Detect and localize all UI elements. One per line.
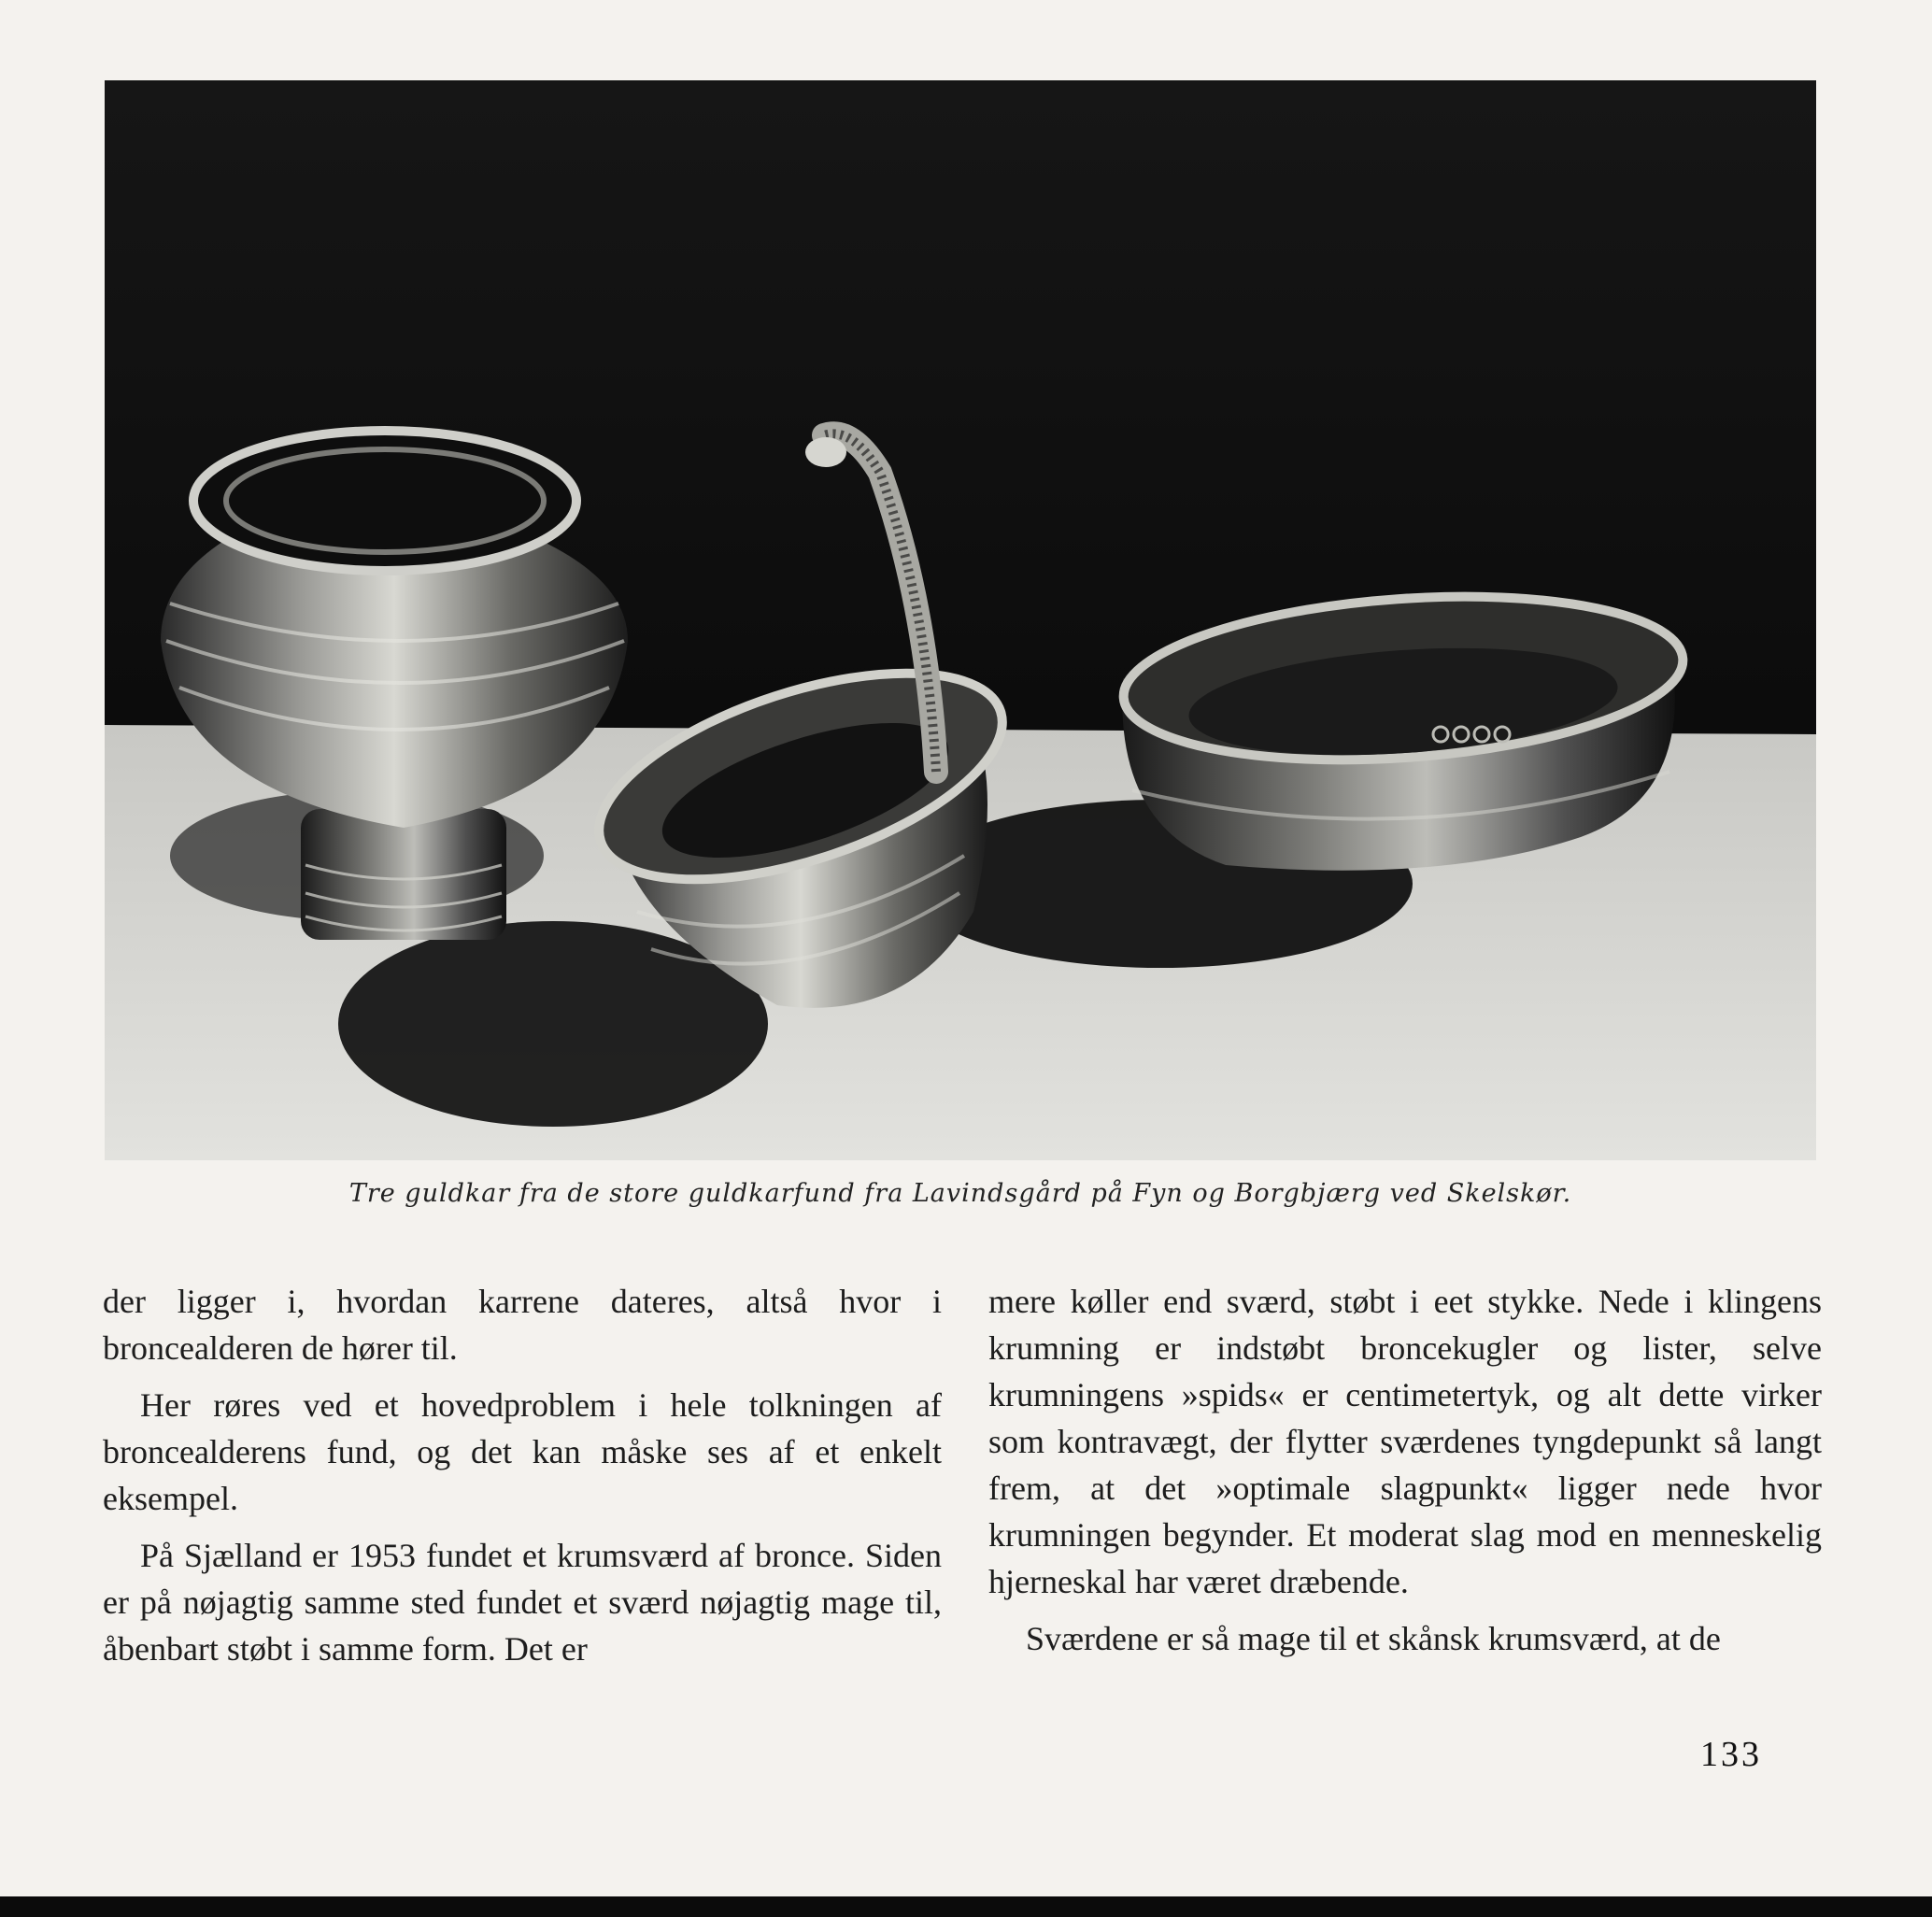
right-text-column — [988, 1278, 1822, 1662]
scan-bottom-edge — [0, 1896, 1932, 1917]
paragraph: mere køller end sværd, støbt i eet stykke. Nede i klingens krumning er indstøbt broncekugler og lister, selve krumningens »spids« er centimetertyk, og alt dette virker som kontravægt, der flytter sværdenes tyngdepunkt så langt frem, at det »optimale slagpunkt« ligger nede hvor krumningen begynder. Et moderat slag mod en menneskelig hjerneskal har været dræbende. — [988, 1283, 1822, 1600]
paragraph: Sværdene er så mage til et skånsk krumsværd, at de — [1026, 1620, 1721, 1657]
figure-caption: Tre guldkar fra de store guldkarfund fra Lavindsgård på Fyn og Borgbjærg ved Skelskør. — [348, 1179, 1572, 1208]
page-number: 133 — [1700, 1735, 1762, 1774]
paragraph: Her røres ved et hovedproblem i hele tolkningen af broncealderens fund, og det kan måske ses af et enkelt eksempel. — [103, 1386, 942, 1517]
photo-three-gold-vessels-icon — [105, 80, 1816, 1160]
left-text-column — [103, 1278, 942, 1672]
paragraph: der ligger i, hvordan karrene dateres, altså hvor i broncealderen de hører til. — [103, 1283, 942, 1367]
gold-vessels-photograph — [105, 80, 1816, 1160]
paragraph: På Sjælland er 1953 fundet et krumsværd af bronce. Siden er på nøjagtig samme sted fundet et sværd nøjagtig mage til, åbenbart støbt i samme form. Det er — [103, 1537, 942, 1668]
